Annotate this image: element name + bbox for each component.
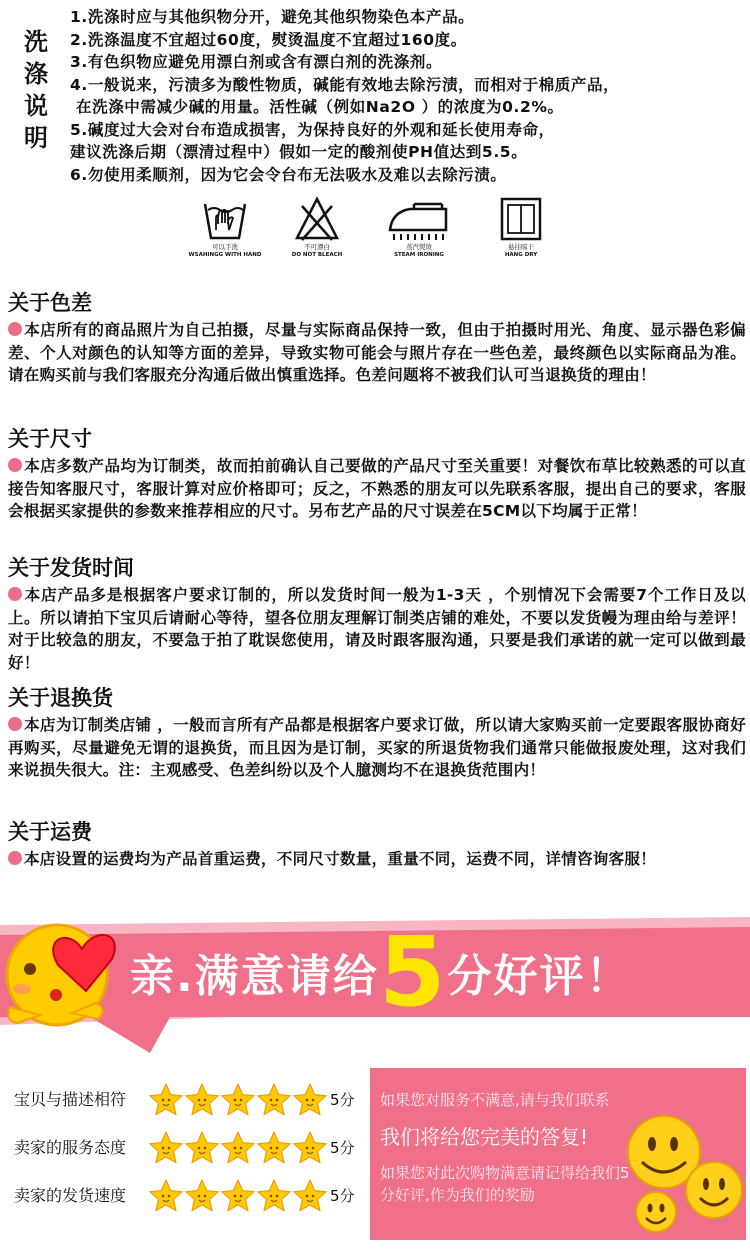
star-icon — [186, 1132, 218, 1163]
care-symbols — [185, 196, 555, 276]
section-title: 关于色差 — [8, 291, 92, 315]
banner-text — [130, 916, 750, 1028]
section-title: 关于发货时间 — [8, 556, 134, 580]
banner-number: 5 — [378, 916, 448, 1028]
section-text: 本店所有的商品照片为自己拍摄，尽量与实际商品保持一致，但由于拍摄时用光、角度、显示器色彩偏差、个人对颜色的认知等方面的差异，导致实物可能会与照片存在一些色差，最终颜色以实际商品为准。请在购买前与我们客服充分沟通后做出慎重选择。色差问题将不被我们认可当退换货的理由！ — [8, 321, 746, 384]
wash-title-char: 明 — [24, 124, 48, 152]
wash-line: 2.洗涤温度不宜超过60度，熨烫温度不宜超过160度。 — [70, 30, 467, 49]
notice-line-3: 如果您对此次购物满意请记得给我们5分好评,作为我们的奖励 — [380, 1164, 630, 1204]
section-title: 关于退换货 — [8, 686, 113, 710]
care-cn-label: 可以手洗 — [212, 243, 238, 251]
rating-row — [10, 1128, 365, 1168]
care-hang-dry — [481, 196, 561, 276]
care-cn-label: 悬挂晾干 — [508, 243, 534, 251]
bullet-dot-icon — [8, 717, 22, 731]
bullet-dot-icon — [8, 587, 22, 601]
wash-title-char: 涤 — [24, 60, 48, 88]
wash-title-char: 说 — [24, 92, 48, 120]
section-size — [8, 426, 746, 523]
rating-label: 宝贝与描述相符 — [14, 1090, 127, 1109]
bullet-dot-icon — [8, 458, 22, 472]
section-body — [8, 319, 746, 387]
section-text: 本店设置的运费均为产品首重运费，不同尺寸数量，重量不同，运费不同，详情咨询客服！ — [24, 850, 657, 868]
wash-instructions — [70, 6, 740, 186]
rating-score: 5分 — [330, 1139, 355, 1157]
care-hand-wash — [185, 196, 265, 276]
star-rating — [148, 1130, 328, 1166]
wash-line: 6.勿使用柔顺剂，因为它会令台布无法吸水及难以去除污渍。 — [70, 165, 507, 184]
wash-line: 4.一般说来，污渍多为酸性物质，碱能有效地去除污渍，而相对于棉质产品， — [70, 75, 620, 94]
section-body — [8, 848, 746, 871]
star-icon — [150, 1180, 182, 1211]
star-icon — [186, 1084, 218, 1115]
wash-line: 5.碱度过大会对台布造成损害，为保持良好的外观和延长使用寿命， — [70, 120, 555, 139]
hang-dry-icon — [498, 196, 544, 242]
rating-row — [10, 1080, 365, 1120]
rating-row — [10, 1176, 365, 1216]
banner-prefix: 亲.满意请给 — [130, 951, 379, 1002]
star-icon — [258, 1132, 290, 1163]
care-steam-iron — [379, 196, 459, 276]
care-no-bleach — [277, 196, 357, 276]
section-title: 关于运费 — [8, 820, 92, 844]
star-icon — [258, 1084, 290, 1115]
care-cn-label: 蒸汽熨烫 — [406, 243, 432, 251]
rating-score: 5分 — [330, 1187, 355, 1205]
section-title: 关于尺寸 — [8, 427, 92, 451]
steam-iron-icon — [384, 196, 454, 242]
star-icon — [222, 1180, 254, 1211]
banner-suffix: 分好评！ — [447, 951, 632, 1002]
section-returns — [8, 685, 746, 782]
star-icon — [294, 1180, 326, 1211]
star-icon — [222, 1132, 254, 1163]
star-rating — [148, 1178, 328, 1214]
wash-title — [20, 26, 52, 154]
rating-label: 卖家的发货速度 — [14, 1186, 127, 1205]
star-icon — [258, 1180, 290, 1211]
bullet-dot-icon — [8, 851, 22, 865]
star-icon — [294, 1084, 326, 1115]
section-shipping-time — [8, 555, 746, 674]
care-en-label: STEAM IRONING — [394, 252, 444, 258]
section-text: 本店产品多是根据客户要求订制的，所以发货时间一般为1-3天 ，个别情况下会需要7个工作日及以上。所以请拍下宝贝后请耐心等待，望各位朋友理解订制类店铺的难处，不要以发货幔为理由给与差评！对于比较急的朋友，不要急于拍了耽误您使用，请及时跟客服沟通，只要是我们承诺的就一定可以做到最好！ — [8, 586, 746, 672]
section-body — [8, 455, 746, 523]
notice-box — [370, 1068, 746, 1240]
care-en-label: DO NOT BLEACH — [291, 252, 343, 258]
star-icon — [186, 1180, 218, 1211]
star-icon — [222, 1084, 254, 1115]
no-bleach-icon — [294, 196, 340, 242]
banner-tail — [90, 1017, 170, 1053]
care-cn-label: 不可漂白 — [304, 243, 330, 251]
care-en-label: HANG DRY — [504, 252, 538, 258]
section-freight — [8, 819, 746, 871]
wash-line: 1.洗涤时应与其他织物分开，避免其他织物染色本产品。 — [70, 8, 475, 26]
section-body — [8, 714, 746, 782]
section-text: 本店多数产品均为订制类，故而拍前确认自己要做的产品尺寸至关重要！对餐饮布草比较熟悉的可以直接告知客服尺寸，客服计算对应价格即可；反之，不熟悉的朋友可以先联系客服，提出自己的要求，客服会根据买家提供的参数来推荐相应的尺寸。另布艺产品的尺寸误差在5CM以下均属于正常！ — [8, 457, 746, 520]
notice-line-2: 我们将给您完美的答复! — [380, 1125, 589, 1149]
smiley-heart-icon — [7, 925, 115, 1025]
rating-score: 5分 — [330, 1091, 355, 1109]
star-icon — [150, 1132, 182, 1163]
wash-line: 建议洗涤后期（漂清过程中）假如一定的酸剂使PH值达到5.5。 — [70, 143, 528, 161]
star-rating — [148, 1082, 328, 1118]
notice-line-1: 如果您对服务不满意,请与我们联系 — [380, 1091, 610, 1109]
rating-label: 卖家的服务态度 — [14, 1138, 127, 1157]
section-text: 本店为订制类店铺 ，一般而言所有产品都是根据客户要求订做，所以请大家购买前一定要跟客服协商好再购买，尽量避免无谓的退换货，而且因为是订制，买家的所退货物我们通常只能做报废处理，这对我们来说损失很大。注：主观感受、色差纠纷以及个人臆测均不在退换货范围内！ — [8, 716, 746, 779]
star-icon — [294, 1132, 326, 1163]
wash-line: 3.有色织物应避免用漂白剂或含有漂白剂的洗涤剂。 — [70, 53, 443, 71]
wash-line: 在洗涤中需减少碱的用量。活性碱（例如Na2O ）的浓度为0.2%。 — [70, 98, 564, 116]
care-en-label: WSAHINGG WITH HAND — [188, 252, 262, 258]
star-icon — [150, 1084, 182, 1115]
section-color-difference — [8, 290, 746, 387]
smiley-group-icon — [616, 1108, 746, 1238]
section-body — [8, 584, 746, 674]
bullet-dot-icon — [8, 322, 22, 336]
wash-title-char: 洗 — [24, 28, 48, 56]
hand-wash-icon — [202, 196, 248, 242]
